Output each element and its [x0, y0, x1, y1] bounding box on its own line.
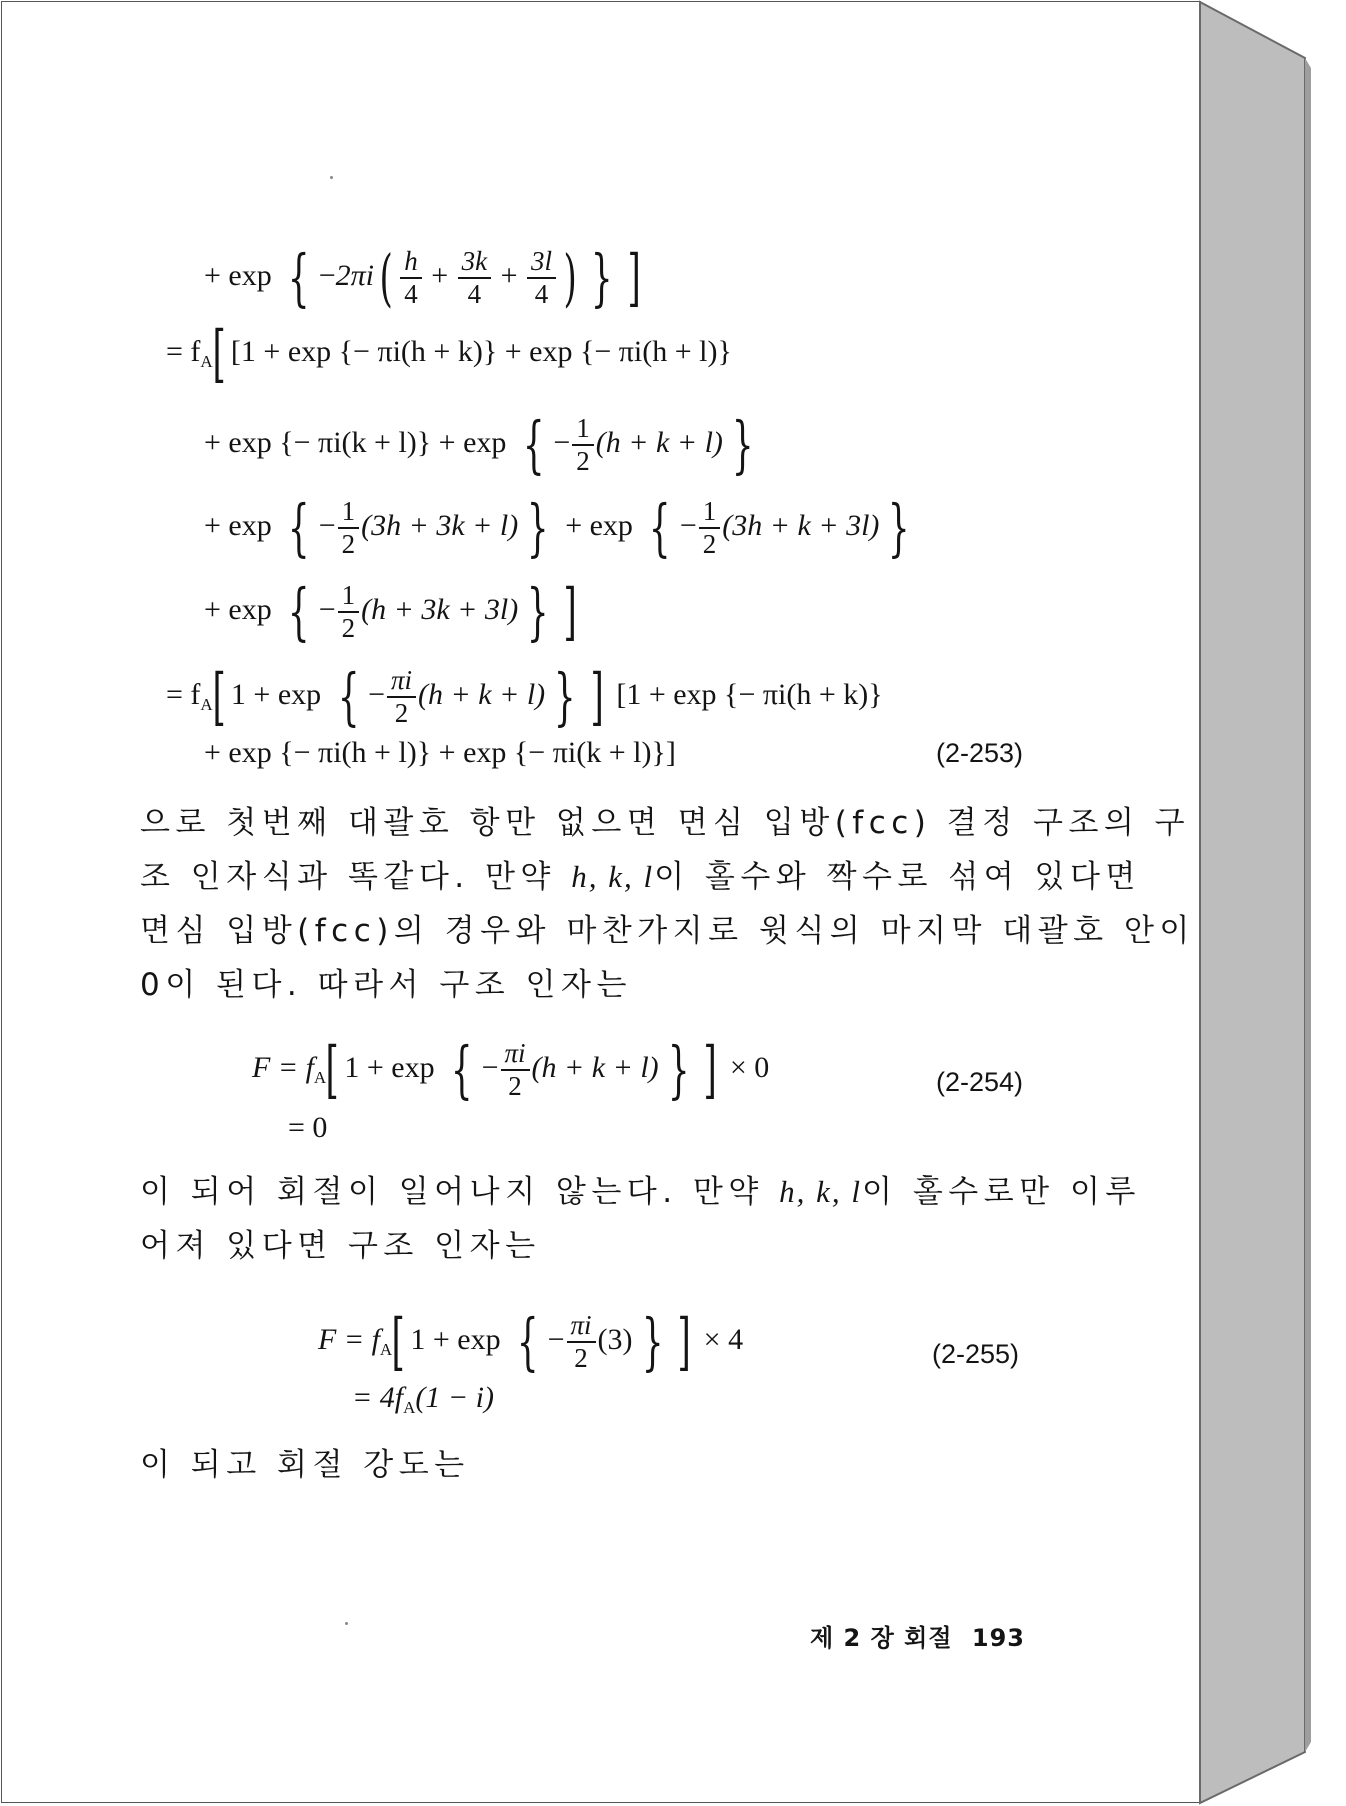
- fraction-denominator: 2: [576, 446, 590, 476]
- equation-text: [1 + exp {− πi(h + k)}: [616, 677, 883, 711]
- minus-sign: −: [318, 592, 336, 626]
- bracket-close: ]: [677, 1305, 691, 1378]
- brace-close: }: [731, 408, 754, 481]
- fraction-numerator: 1: [338, 498, 360, 529]
- paragraph-1: [140, 796, 1195, 1012]
- chapter-label: 제 2 장 회절: [810, 1624, 953, 1652]
- bracket-open: [: [212, 660, 226, 733]
- brace-open: {: [451, 1033, 473, 1106]
- fraction: [400, 248, 422, 308]
- brace-open: {: [288, 491, 310, 564]
- fraction-numerator: πi: [501, 1040, 530, 1071]
- equation-text: + exp: [204, 258, 272, 292]
- equation-line-3: [204, 408, 762, 481]
- equation-number-253: (2-253): [936, 738, 1024, 768]
- plus-sign: +: [431, 258, 449, 292]
- fraction: [501, 1040, 530, 1100]
- fraction: [458, 248, 491, 308]
- equation-line-9: = 0: [288, 1111, 328, 1144]
- paragraph-line: 0이 된다. 따라서 구조 인자는: [140, 967, 632, 1003]
- fraction-numerator: πi: [387, 667, 416, 698]
- fraction: [338, 582, 360, 642]
- fraction-numerator: 3l: [527, 248, 556, 279]
- equation-line-6: = $f_A$[ 1 + exp { − $\frac{\pi i}{2}$ (h + k + l) } ] [1 + exp {− πi(h + k)}: [166, 660, 883, 733]
- math-variable: h, k, l: [571, 859, 655, 894]
- brace-close: }: [641, 1305, 664, 1378]
- equation-text: F = f: [252, 1050, 314, 1084]
- equation-line-5: [204, 575, 582, 648]
- equation-text: (h + 3k + 3l): [361, 592, 519, 626]
- paragraph-text: 이 되어 회절이 일어나지 않는다. 만약: [140, 1174, 780, 1210]
- fraction-denominator: 2: [574, 1343, 588, 1373]
- subscript: A: [200, 694, 213, 714]
- page-footer: [810, 1618, 1025, 1653]
- equation-text: 2πi: [335, 258, 374, 292]
- equation-text: = f: [166, 677, 201, 711]
- paragraph-line: 으로 첫번째 대괄호 항만 없으면 면심 입방(fcc) 결정 구조의 구: [140, 805, 1191, 841]
- equation-line-7: [204, 733, 676, 773]
- equation-line-1: [204, 241, 646, 314]
- brace-close: }: [888, 491, 910, 564]
- fraction-denominator: 4: [534, 279, 549, 309]
- bracket-open: [: [391, 1305, 405, 1378]
- fraction-numerator: h: [400, 248, 422, 279]
- paragraph-line: [140, 850, 1141, 904]
- plus-sign: +: [500, 258, 518, 292]
- brace-open: {: [517, 1305, 539, 1378]
- fraction-denominator: 2: [341, 613, 356, 643]
- equation-text: F = f: [318, 1322, 380, 1356]
- fraction: [527, 248, 556, 308]
- fraction-denominator: 4: [404, 279, 418, 309]
- equation-text: + exp: [565, 508, 633, 542]
- equation-line-10: $F = f_A$[ 1 + exp { − $\frac{\pi i}{2}$ (3) } ] × 4: [318, 1305, 744, 1378]
- equation-text: (h + k + l): [531, 1050, 659, 1084]
- brace-close: }: [591, 241, 613, 314]
- equation-text: + exp: [204, 508, 272, 542]
- equation-text: (3h + 3k + l): [361, 508, 519, 542]
- brace-open: {: [522, 408, 545, 481]
- equation-text: × 0: [729, 1050, 770, 1084]
- fraction-denominator: 2: [702, 529, 717, 559]
- equation-line-4: [204, 491, 919, 564]
- minus-sign: −: [481, 1050, 499, 1084]
- minus-sign: −: [318, 258, 336, 292]
- minus-sign: −: [553, 425, 571, 459]
- fraction-denominator: 2: [341, 529, 356, 559]
- fraction-numerator: 1: [338, 582, 360, 613]
- equation-text: = f: [166, 335, 201, 368]
- equation-number-254: (2-254): [936, 1067, 1024, 1097]
- equation-line-11: [352, 1378, 494, 1428]
- brace-close: }: [667, 1033, 690, 1106]
- subscript: A: [313, 1067, 327, 1087]
- equation-text: (h + k + l): [418, 677, 546, 711]
- paren-close: ): [563, 241, 577, 314]
- paragraph-text: 이 홀수로만 이루: [862, 1174, 1141, 1210]
- fraction: [338, 498, 360, 558]
- paragraph-3: [140, 1438, 1040, 1492]
- math-variable: h, k, l: [779, 1174, 863, 1209]
- brace-close: }: [527, 491, 549, 564]
- fraction-numerator: 1: [699, 498, 721, 529]
- paragraph-text: 조 인자식과 똑같다. 만약: [140, 859, 572, 895]
- minus-sign: −: [368, 677, 386, 711]
- equation-text: (3h + k + 3l): [722, 508, 880, 542]
- minus-sign: −: [679, 508, 697, 542]
- fraction-denominator: 2: [394, 698, 409, 728]
- equation-text: [1 + exp {− πi(h + k)} + exp {− πi(h + l)}: [230, 335, 732, 368]
- paragraph-line: 이 되고 회절 강도는: [140, 1447, 470, 1483]
- paragraph-line: 면심 입방(fcc)의 경우와 마찬가지로 윗식의 마지막 대괄호 안이: [140, 913, 1195, 949]
- subscript: A: [200, 352, 213, 371]
- equation-text: + exp {− πi(h + l)} + exp {− πi(k + l)}]: [204, 736, 676, 769]
- equation-text: (h + k + l): [595, 425, 723, 459]
- minus-sign: −: [318, 508, 336, 542]
- equation-line-8: $F = f_A$[ 1 + exp { − $\frac{\pi i}{2}$ (h + k + l) } ] × 0: [252, 1033, 770, 1106]
- brace-close: }: [527, 575, 549, 648]
- bracket-open: [: [325, 1033, 339, 1106]
- fraction: [567, 1312, 596, 1372]
- minus-sign: −: [547, 1322, 565, 1356]
- subscript: A: [403, 1398, 416, 1417]
- bracket-open: [: [212, 317, 226, 391]
- fraction: [699, 498, 721, 558]
- fraction-numerator: 1: [572, 415, 594, 446]
- fraction-numerator: 3k: [458, 248, 491, 279]
- equation-line-2: [166, 317, 732, 391]
- fraction: [387, 667, 416, 727]
- bracket-close: ]: [590, 660, 604, 733]
- brace-close: }: [554, 660, 576, 733]
- equation-text: × 4: [703, 1322, 744, 1356]
- bracket-close: ]: [563, 575, 577, 648]
- brace-open: {: [337, 660, 360, 733]
- paragraph-line: 어져 있다면 구조 인자는: [140, 1228, 541, 1264]
- page-number: 193: [971, 1624, 1025, 1652]
- bracket-close: ]: [703, 1033, 717, 1106]
- brace-open: {: [288, 241, 310, 314]
- subscript: A: [379, 1339, 393, 1359]
- fraction-denominator: 4: [467, 279, 482, 309]
- fraction-denominator: 2: [508, 1071, 522, 1101]
- fraction-numerator: πi: [567, 1312, 596, 1343]
- equation-text: = 4f: [352, 1381, 404, 1414]
- equation-text: + exp: [204, 592, 272, 626]
- paragraph-text: 이 홀수와 짝수로 섞여 있다면: [654, 859, 1141, 895]
- paren-open: (: [379, 241, 393, 314]
- equation-text: + exp {− πi(k + l)} + exp: [204, 425, 507, 459]
- brace-open: {: [288, 575, 310, 648]
- equation-number-255: (2-255): [932, 1339, 1020, 1369]
- equation-text: (1 − i): [415, 1381, 494, 1414]
- paragraph-2: [140, 1165, 1141, 1273]
- equation-text: (3): [597, 1322, 633, 1356]
- brace-open: {: [649, 491, 671, 564]
- bracket-close: ]: [627, 241, 641, 314]
- paragraph-line: [140, 1165, 1141, 1219]
- fraction: [572, 415, 594, 475]
